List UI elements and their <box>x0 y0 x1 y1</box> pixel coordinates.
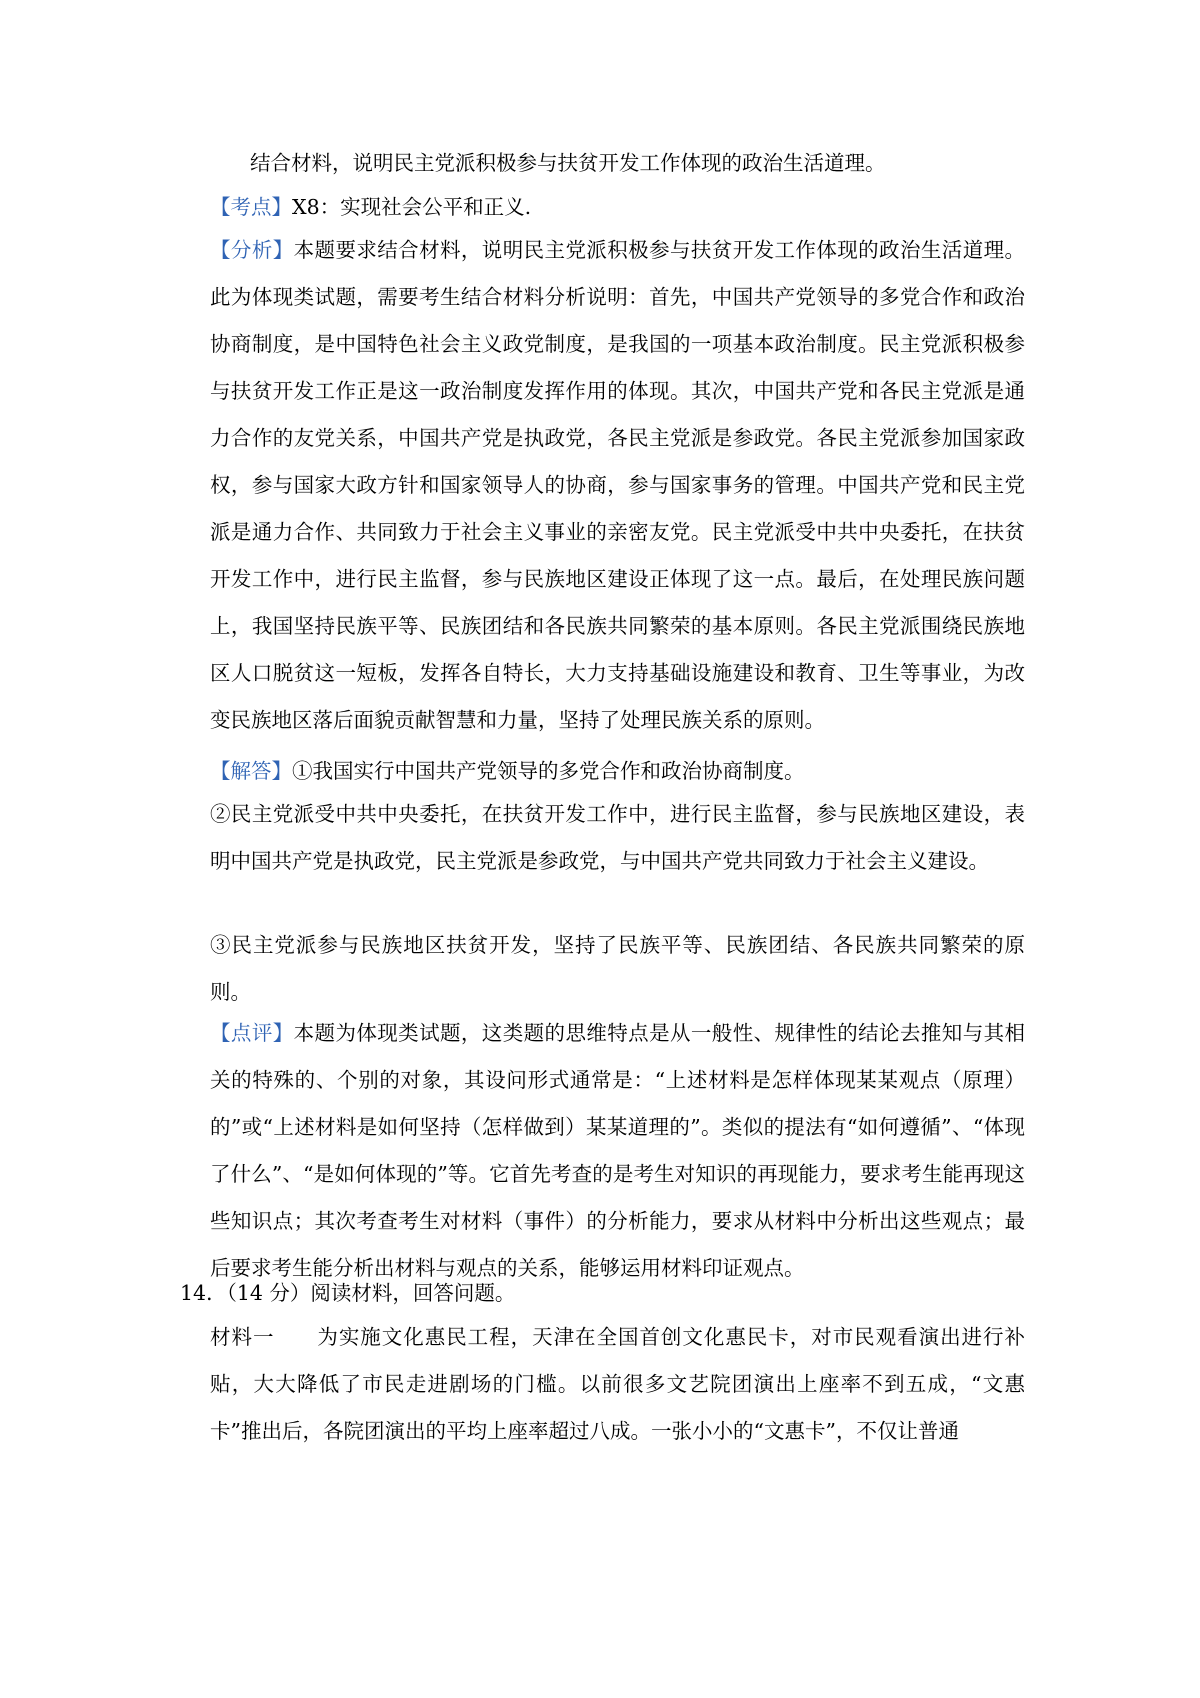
jieda-item-2: ②民主党派受中共中央委托，在扶贫开发工作中，进行民主监督，参与民族地区建设，表明中国共产党是执政党，民主党派是参政党，与中国共产党共同致力于社会主义建设。 <box>210 802 1025 873</box>
fenxi-section <box>210 227 1025 744</box>
question-14-header: 14．（14 分）阅读材料，回答问题。 <box>180 1281 516 1305</box>
jieda-section <box>210 748 1025 795</box>
question-prompt: 结合材料，说明民主党派积极参与扶贫开发工作体现的政治生活道理。 <box>250 151 886 175</box>
fenxi-text: 本题要求结合材料，说明民主党派积极参与扶贫开发工作体现的政治生活道理。此为体现类试题，需要考生结合材料分析说明：首先，中国共产党领导的多党合作和政治协商制度，是中国特色社会主义政党制度，是我国的一项基本政治制度。民主党派积极参与扶贫开发工作正是这一政治制度发挥作用的体现。其次，中国共产党和各民主党派是通力合作的友党关系，中国共产党是执政党，各民主党派是参政党。各民主党派参加国家政权，参与国家大政方针和国家领导人的协商，参与国家事务的管理。中国共产党和民主党派是通力合作、共同致力于社会主义事业的亲密友党。民主党派受中共中央委托，在扶贫开发工作中，进行民主监督，参与民族地区建设正体现了这一点。最后，在处理民族问题上，我国坚持民族平等、民族团结和各民族共同繁荣的基本原则。各民主党派围绕民族地区人口脱贫这一短板，发挥各自特长，大力支持基础设施建设和教育、卫生等事业，为改变民族地区落后面貌贡献智慧和力量，坚持了处理民族关系的原则。 <box>210 238 1026 732</box>
kaodian-tag: 【考点】 <box>210 195 292 219</box>
jieda-item-3: ③民主党派参与民族地区扶贫开发，坚持了民族平等、民族团结、各民族共同繁荣的原则。 <box>210 933 1025 1004</box>
fenxi-tag: 【分析】 <box>210 238 294 262</box>
jieda-tag: 【解答】 <box>210 759 292 783</box>
dianping-tag: 【点评】 <box>210 1021 294 1045</box>
dianping-text: 本题为体现类试题，这类题的思维特点是从一般性、规律性的结论去推知与其相关的特殊的、个别的对象，其设问形式通常是：“上述材料是怎样体现某某观点（原理）的”或“上述材料是如何坚持（怎样做到）某某道理的”。类似的提法有“如何遵循”、“体现了什么”、“是如何体现的”等。它首先考查的是考生对知识的再现能力，要求考生能再现这些知识点；其次考查考生对材料（事件）的分析能力，要求从材料中分析出这些观点；最后要求考生能分析出材料与观点的关系，能够运用材料印证观点。 <box>210 1021 1026 1280</box>
question-14-material-1: 材料一 为实施文化惠民工程，天津在全国首创文化惠民卡，对市民观看演出进行补贴，大大降低了市民走进剧场的门槛。以前很多文艺院团演出上座率不到五成，“文惠卡”推出后，各院团演出的平均上座率超过八成。一张小小的“文惠卡”，不仅让普通 <box>210 1325 1025 1443</box>
dianping-section <box>210 1010 1025 1292</box>
kaodian-section <box>210 184 1025 231</box>
jieda-item-1: ①我国实行中国共产党领导的多党合作和政治协商制度。 <box>292 759 805 783</box>
kaodian-text: X8：实现社会公平和正义. <box>292 195 532 219</box>
